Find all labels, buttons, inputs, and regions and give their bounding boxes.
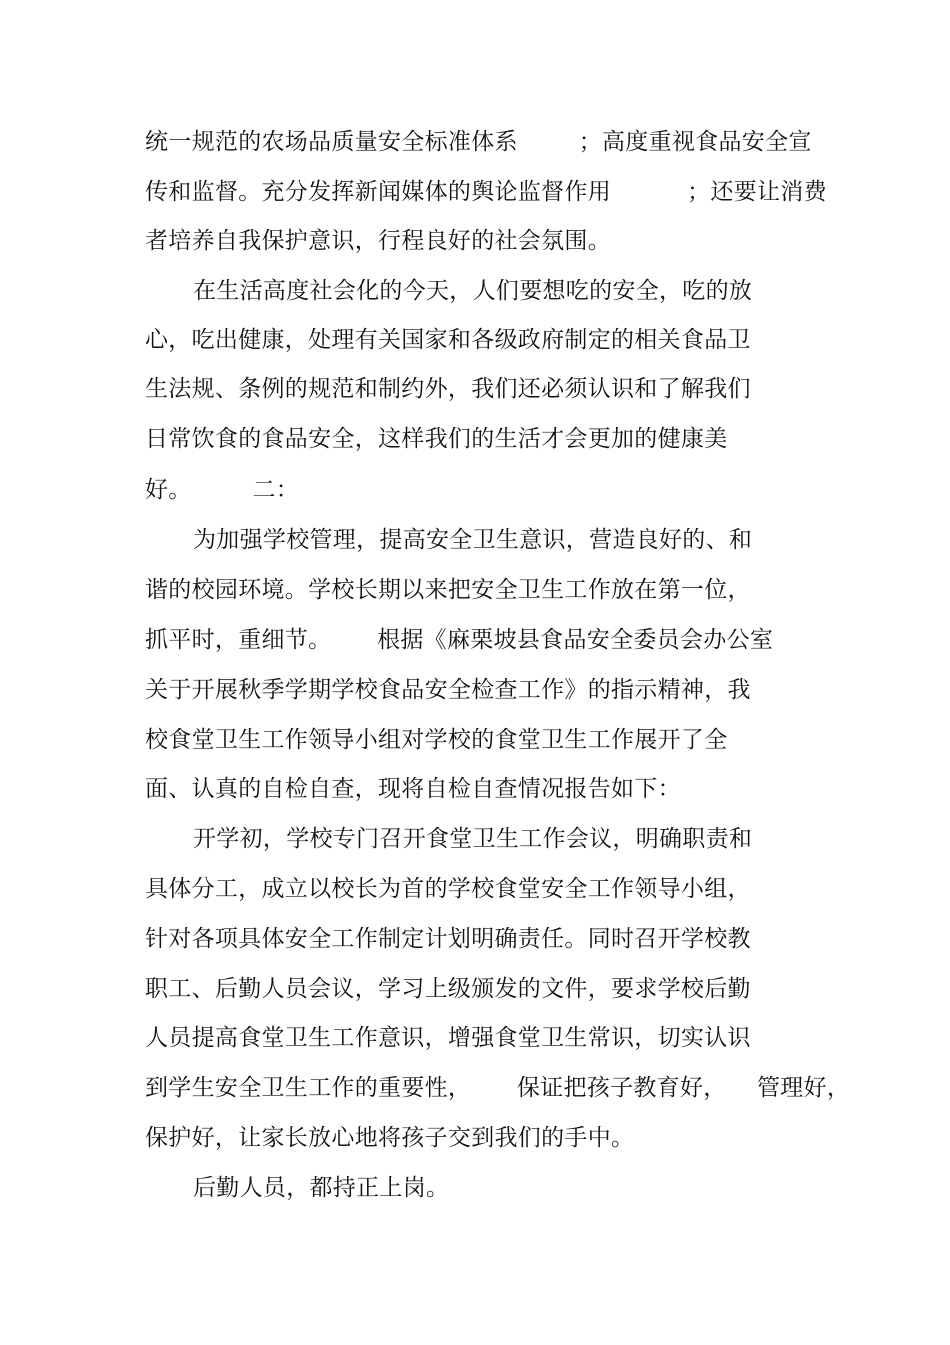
paragraph-line: 面、认真的自检自查，现将自检自查情况报告如下： xyxy=(145,776,681,802)
paragraph-line: 生法规、条例的规范和制约外，我们还必须认识和了解我们 xyxy=(145,376,751,402)
paragraph-line: 具体分工，成立以校长为首的学校食堂安全工作领导小组， xyxy=(145,876,751,902)
paragraph-line: 关于开展秋季学期学校食品安全检查工作》的指示精神，我 xyxy=(145,677,751,703)
paragraph-line: 保护好，让家长放心地将孩子交到我们的手中。 xyxy=(145,1125,635,1151)
paragraph-line: 职工、后勤人员会议，学习上级颁发的文件，要求学校后勤 xyxy=(145,976,751,1002)
paragraph-line: 抓平时，重细节。 根据《麻栗坡县食品安全委员会办公室 xyxy=(145,627,774,653)
paragraph-line: 者培养自我保护意识，行程良好的社会氛围。 xyxy=(145,228,611,254)
paragraph-line: 为加强学校管理，提高安全卫生意识，营造良好的、和 xyxy=(193,527,753,553)
paragraph-line: 统一规范的农场品质量安全标准体系 ；高度重视食品安全宣 xyxy=(145,129,812,155)
paragraph-line: 校食堂卫生工作领导小组对学校的食堂卫生工作展开了全 xyxy=(145,727,728,753)
paragraph-line: 心，吃出健康，处理有关国家和各级政府制定的相关食品卫 xyxy=(145,327,751,353)
paragraph-line: 人员提高食堂卫生工作意识，增强食堂卫生常识，切实认识 xyxy=(145,1025,751,1051)
paragraph-line: 在生活高度社会化的今天，人们要想吃的安全，吃的放 xyxy=(193,278,753,304)
paragraph-line: 后勤人员，都持正上岗。 xyxy=(193,1175,450,1201)
paragraph-line: 到学生安全卫生工作的重要性， 保证把孩子教育好， 管理好， xyxy=(145,1075,851,1101)
paragraph-line: 开学初，学校专门召开食堂卫生工作会议，明确职责和 xyxy=(193,826,753,852)
paragraph-line: 日常饮食的食品安全，这样我们的生活才会更加的健康美 xyxy=(145,426,728,452)
paragraph-line: 针对各项具体安全工作制定计划明确责任。同时召开学校教 xyxy=(145,926,751,952)
paragraph-line: 传和监督。充分发挥新闻媒体的舆论监督作用 ；还要让消费 xyxy=(145,179,827,205)
paragraph-line: 谐的校园环境。学校长期以来把安全卫生工作放在第一位， xyxy=(145,577,751,603)
paragraph-line: 好。 二： xyxy=(145,477,300,503)
